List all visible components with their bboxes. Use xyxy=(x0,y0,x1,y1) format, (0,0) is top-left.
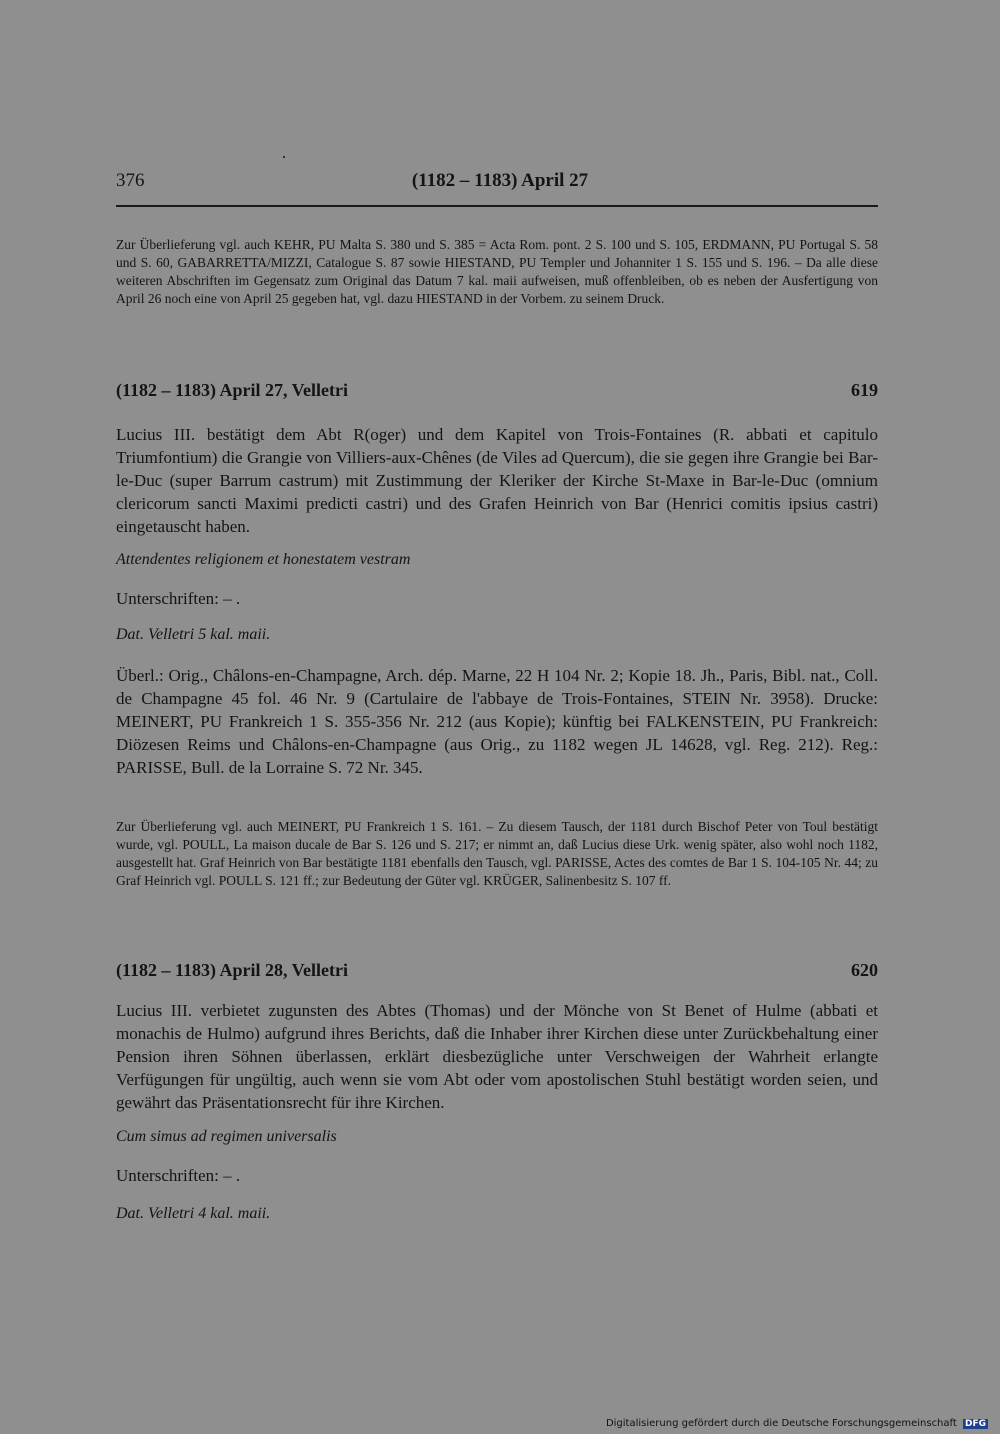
dfg-logo: DFG xyxy=(964,1419,986,1429)
footer xyxy=(606,1418,988,1429)
entry-619-heading xyxy=(116,380,878,401)
entry-620-incipit: Cum simus ad regimen universalis xyxy=(116,1128,337,1145)
entry-619-incipit: Attendentes religionem et honestatem vestram xyxy=(116,551,411,568)
entry-620-signatures: Unterschriften: – . xyxy=(116,1166,241,1185)
page-number: 376 xyxy=(116,170,145,191)
entry-620-number: 620 xyxy=(851,960,878,980)
entry-619-note: Zur Überlieferung vgl. auch MEINERT, PU Frankreich 1 S. 161. – Zu diesem Tausch, der 1181 durch Bischof Peter von Toul bestätigt wurde, vgl. POULL, La maison ducale de Bar S. 126 und S. 217; er nimmt an, daß Lucius diese Urk. wenig später, also wohl noch 1182, ausgestellt hat. Graf Heinrich von Bar bestätigte 1181 ebenfalls den Tausch, vgl. PARISSE, Actes des comtes de Bar 1 S. 104-105 Nr. 44; zu Graf Heinrich vgl. POULL S. 121 ff.; zur Bedeutung der Güter vgl. KRÜGER, Salinenbesitz S. 107 ff. xyxy=(116,819,878,888)
entry-620-summary: Lucius III. verbietet zugunsten des Abtes (Thomas) und der Mönche von St Benet of Hulme (abbati et monachis de Hulmo) aufgrund ihres Berichts, daß die Inhaber ihrer Kirchen diese unter Zurückbehaltung einer Pension ihren Söhnen überlassen, erklärt diesbezügliche unter Verschweigen der Wahrheit erlangte Verfügungen für ungültig, auch wenn sie vom Abt oder vom apostolischen Stuhl bestätigt worden seien, und gewährt das Präsentationsrecht für ihre Kirchen. xyxy=(116,1001,878,1112)
running-title: (1182 – 1183) April 27 xyxy=(411,170,589,191)
entry-620-date-place: (1182 – 1183) April 28, Velletri xyxy=(116,960,348,980)
entry-620-date: Dat. Velletri 4 kal. maii. xyxy=(116,1205,271,1222)
entry-619-date-place: (1182 – 1183) April 27, Velletri xyxy=(116,380,348,400)
entry-619-summary: Lucius III. bestätigt dem Abt R(oger) und dem Kapitel von Trois-Fontaines (R. abbati et capitulo Triumfontium) die Grangie von Villiers-aux-Chênes (de Viles ad Quercum), die sie gegen ihre Grangie bei Bar-le-Duc (super Barrum castrum) mit Zustimmung der Kleriker der Kirche St-Maxe in Bar-le-Duc (omnium clericorum sancti Maximi predicti castri) und des Grafen Heinrich von Bar (Henrici comitis ipsius castri) eingetauscht haben. xyxy=(116,425,878,536)
entry-620-heading xyxy=(116,960,878,981)
entry-619-date: Dat. Velletri 5 kal. maii. xyxy=(116,626,271,643)
footer-text: Digitalisierung gefördert durch die Deutsche Forschungsgemeinschaft xyxy=(605,1418,957,1429)
entry-619-signatures: Unterschriften: – . xyxy=(116,589,241,608)
note-top: Zur Überlieferung vgl. auch KEHR, PU Malta S. 380 und S. 385 = Acta Rom. pont. 2 S. 100 und S. 105, ERDMANN, PU Portugal S. 58 und S. 60, GABARRETTA/MIZZI, Catalogue S. 87 sowie HIESTAND, PU Templer und Johanniter 1 S. 155 und S. 196. – Da alle diese weiteren Abschriften im Gegensatz zum Original das Datum 7 kal. maii aufweisen, muß offenbleiben, ob es neben der Ausfertigung von April 26 noch eine von April 25 gegeben hat, vgl. dazu HIESTAND in der Vorbem. zu seinem Druck. xyxy=(116,237,878,306)
header-rule xyxy=(116,205,878,207)
entry-619-tradition: Überl.: Orig., Châlons-en-Champagne, Arch. dép. Marne, 22 H 104 Nr. 2; Kopie 18. Jh., Paris, Bibl. nat., Coll. de Champagne 45 fol. 46 Nr. 9 (Cartulaire de l'abbaye de Trois-Fontaines, STEIN Nr. 3958). Drucke: MEINERT, PU Frankreich 1 S. 355-356 Nr. 212 (aus Kopie); künftig bei FALKENSTEIN, PU Frankreich: Diözesen Reims und Châlons-en-Champagne (aus Orig., zu 1182 wegen JL 14628, vgl. Reg. 212). Reg.: PARISSE, Bull. de la Lorraine S. 72 Nr. 345. xyxy=(116,666,878,777)
speck xyxy=(283,156,285,158)
entry-619-number: 619 xyxy=(851,380,878,400)
